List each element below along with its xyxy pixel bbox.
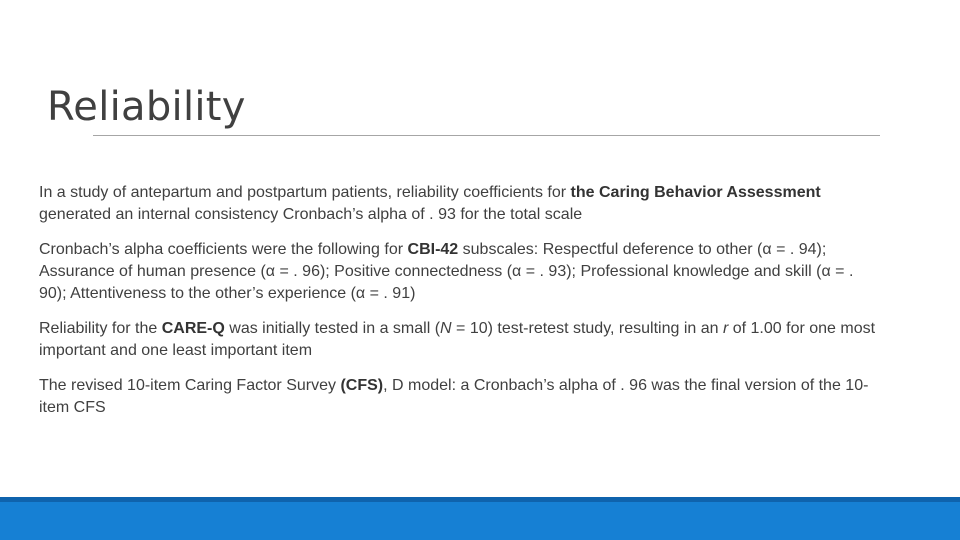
paragraph-text: Cronbach’s alpha coefficients were the following for: [39, 241, 408, 258]
paragraph-text: In a study of antepartum and postpartum patients, reliability coefficients for: [39, 184, 571, 201]
paragraph-text: = 10) test-retest study, resulting in an: [451, 320, 723, 337]
paragraph-care-q: [39, 318, 879, 362]
paragraph-text: subscales: Respectful deference to other (α = . 94); Assurance of human presence (α = . 96); Positive connectedness (α = . 93); Professional knowledge and skill (α = . 90); Attentiveness to the other’s experience (α = . 91): [39, 241, 854, 302]
slide-body: [39, 182, 879, 432]
paragraph-bold-text: (CFS): [340, 377, 384, 394]
paragraph-bold-text: CARE-Q: [161, 320, 225, 337]
paragraph-bold-text: CBI-42: [407, 241, 459, 258]
paragraph-cfs: [39, 375, 879, 419]
paragraph-italic-text: N: [440, 320, 452, 337]
paragraph-text: Reliability for the: [39, 320, 162, 337]
paragraph-bold-text: the Caring Behavior Assessment: [570, 184, 821, 201]
paragraph-cbi-42: [39, 239, 879, 305]
paragraph-text: was initially tested in a small (: [224, 320, 441, 337]
paragraph-text: The revised 10-item Caring Factor Survey: [39, 377, 341, 394]
slide-title: Reliability: [47, 84, 246, 130]
paragraph-caring-behavior-assessment: [39, 182, 879, 226]
title-underline: [93, 135, 880, 136]
footer-stripe: [0, 497, 960, 502]
paragraph-text: generated an internal consistency Cronbach’s alpha of . 93 for the total scale: [39, 206, 583, 223]
paragraph-italic-text: r: [722, 320, 729, 337]
paragraph-text: , D model: a Cronbach’s alpha of . 96 was the final version of the 10-item CFS: [39, 377, 869, 416]
paragraph-text: of 1.00 for one most important and one least important item: [39, 320, 876, 359]
footer-bar: [0, 497, 960, 540]
